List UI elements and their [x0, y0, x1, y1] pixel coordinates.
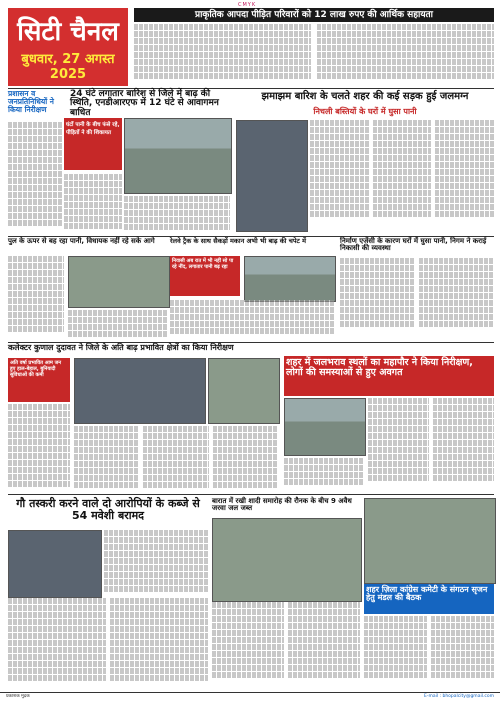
story1-column-3 — [124, 196, 230, 234]
footer-imprint: प्रकाशक मुद्रक — [6, 694, 30, 699]
masthead — [8, 8, 128, 86]
story5-body — [74, 426, 278, 490]
story1-column-2 — [64, 174, 122, 234]
story9-headline: शहर ज़िला कांग्रेस कमेटी के संगठन सृजन हेतु मंडल की बैठक — [364, 584, 494, 614]
story6-column-2 — [284, 458, 364, 490]
divider — [8, 494, 494, 495]
meeting-photo — [364, 498, 496, 584]
seizure-photo — [212, 518, 362, 602]
story1-highlight-box: घंटों पानी के बीच फंसे रहे, पीड़ितों ने की शिकायत — [64, 118, 122, 170]
story2-headline: झमाझम बारिश के चलते शहर की कई सड़क हुई जलमग्न — [261, 91, 469, 102]
edition-date: बुधवार, 27 अगस्त 2025 — [21, 52, 115, 82]
lead-column-2 — [317, 24, 494, 80]
lead-headline: प्राकृतिक आपदा पीड़ित परिवारों को 12 लाख रुपए की आर्थिक सहायता — [134, 8, 494, 22]
bridge-photo — [68, 256, 170, 308]
story6-body — [368, 398, 494, 490]
footer-contact[interactable]: E-mail : bhopalcity@gmail.com — [423, 694, 494, 699]
story6-headline: शहर में जलभराव स्थलों का महापौर ने किया निरीक्षण, लोगों की समस्याओं से हुए अवगत — [284, 356, 494, 396]
paper-name: सिटी चैनल — [17, 17, 119, 47]
cmyk-marker: CMYK — [238, 2, 257, 8]
footer — [0, 692, 500, 703]
story1-kicker: प्रशासन व जनप्रतिनिधियों ने किया निरीक्षण — [8, 89, 54, 114]
mayor-photo — [284, 398, 366, 456]
story1-column-1 — [8, 122, 62, 232]
story4-body — [340, 258, 494, 338]
story7-body — [8, 598, 208, 688]
story2-subhead: निचली बस्तियों के घरों में घुसा पानी — [313, 107, 417, 116]
story3-headline-2: रेलवे ट्रैक के साथ सैकड़ों मकान अभी भी बाढ़ की चपेट में — [170, 237, 306, 245]
story3-highlight-box: निवासी अब रात में भी नहीं सो पा रहे नींद, लगातार पानी बढ़ रहा — [170, 256, 240, 296]
story1-headline: 24 घंटे लगातार बारिश से जिले में बाढ़ की स्थिति, एनडीआरएफ में 12 घंटे से आवागमन बाधित — [70, 89, 219, 118]
arrest-photo — [8, 530, 102, 598]
story5-column-1 — [8, 404, 70, 490]
story7-column-2 — [104, 530, 208, 596]
story3-headline: पुल के ऊपर से बह रहा पानी, विधायक नहीं रहे सके आगे — [8, 237, 155, 245]
story3-column-2 — [68, 310, 168, 340]
street-photo — [236, 120, 308, 232]
story4-headline: निर्माण एजेंसी के कारण घरों में घुसा पानी, निगम ने कराई निकासी की व्यवस्था — [340, 237, 487, 253]
lead-body-text — [134, 24, 494, 84]
story8-body — [212, 602, 360, 688]
story2-body — [310, 120, 494, 232]
inspection-photo — [208, 358, 280, 424]
story8-headline: बारात में रखी शादी समारोह की रौनक के बीच 9 अवैध जरवा जल जब्त — [212, 497, 352, 513]
railway-photo — [244, 256, 336, 302]
lead-column-1 — [134, 24, 311, 80]
story7-headline: गौ तस्करी करने वाले दो आरोपियों के कब्जे से 54 मवेशी बरामद — [16, 497, 200, 522]
story3-column-3 — [170, 300, 334, 340]
story5-headline: कलेक्टर कुणाल दुदावत ने जिले के अति बाढ़ प्रभावित क्षेत्रों का किया निरीक्षण — [8, 343, 234, 352]
story9-body — [364, 616, 494, 688]
collector-photo — [74, 358, 206, 424]
flood-photo — [124, 118, 232, 194]
story3-column-1 — [8, 256, 64, 338]
story5-highlight-box: अति वर्षा प्रभावित आम जन हुए हाल-बेहाल, बुनियादी सुविधाओं की कमी — [8, 358, 70, 402]
